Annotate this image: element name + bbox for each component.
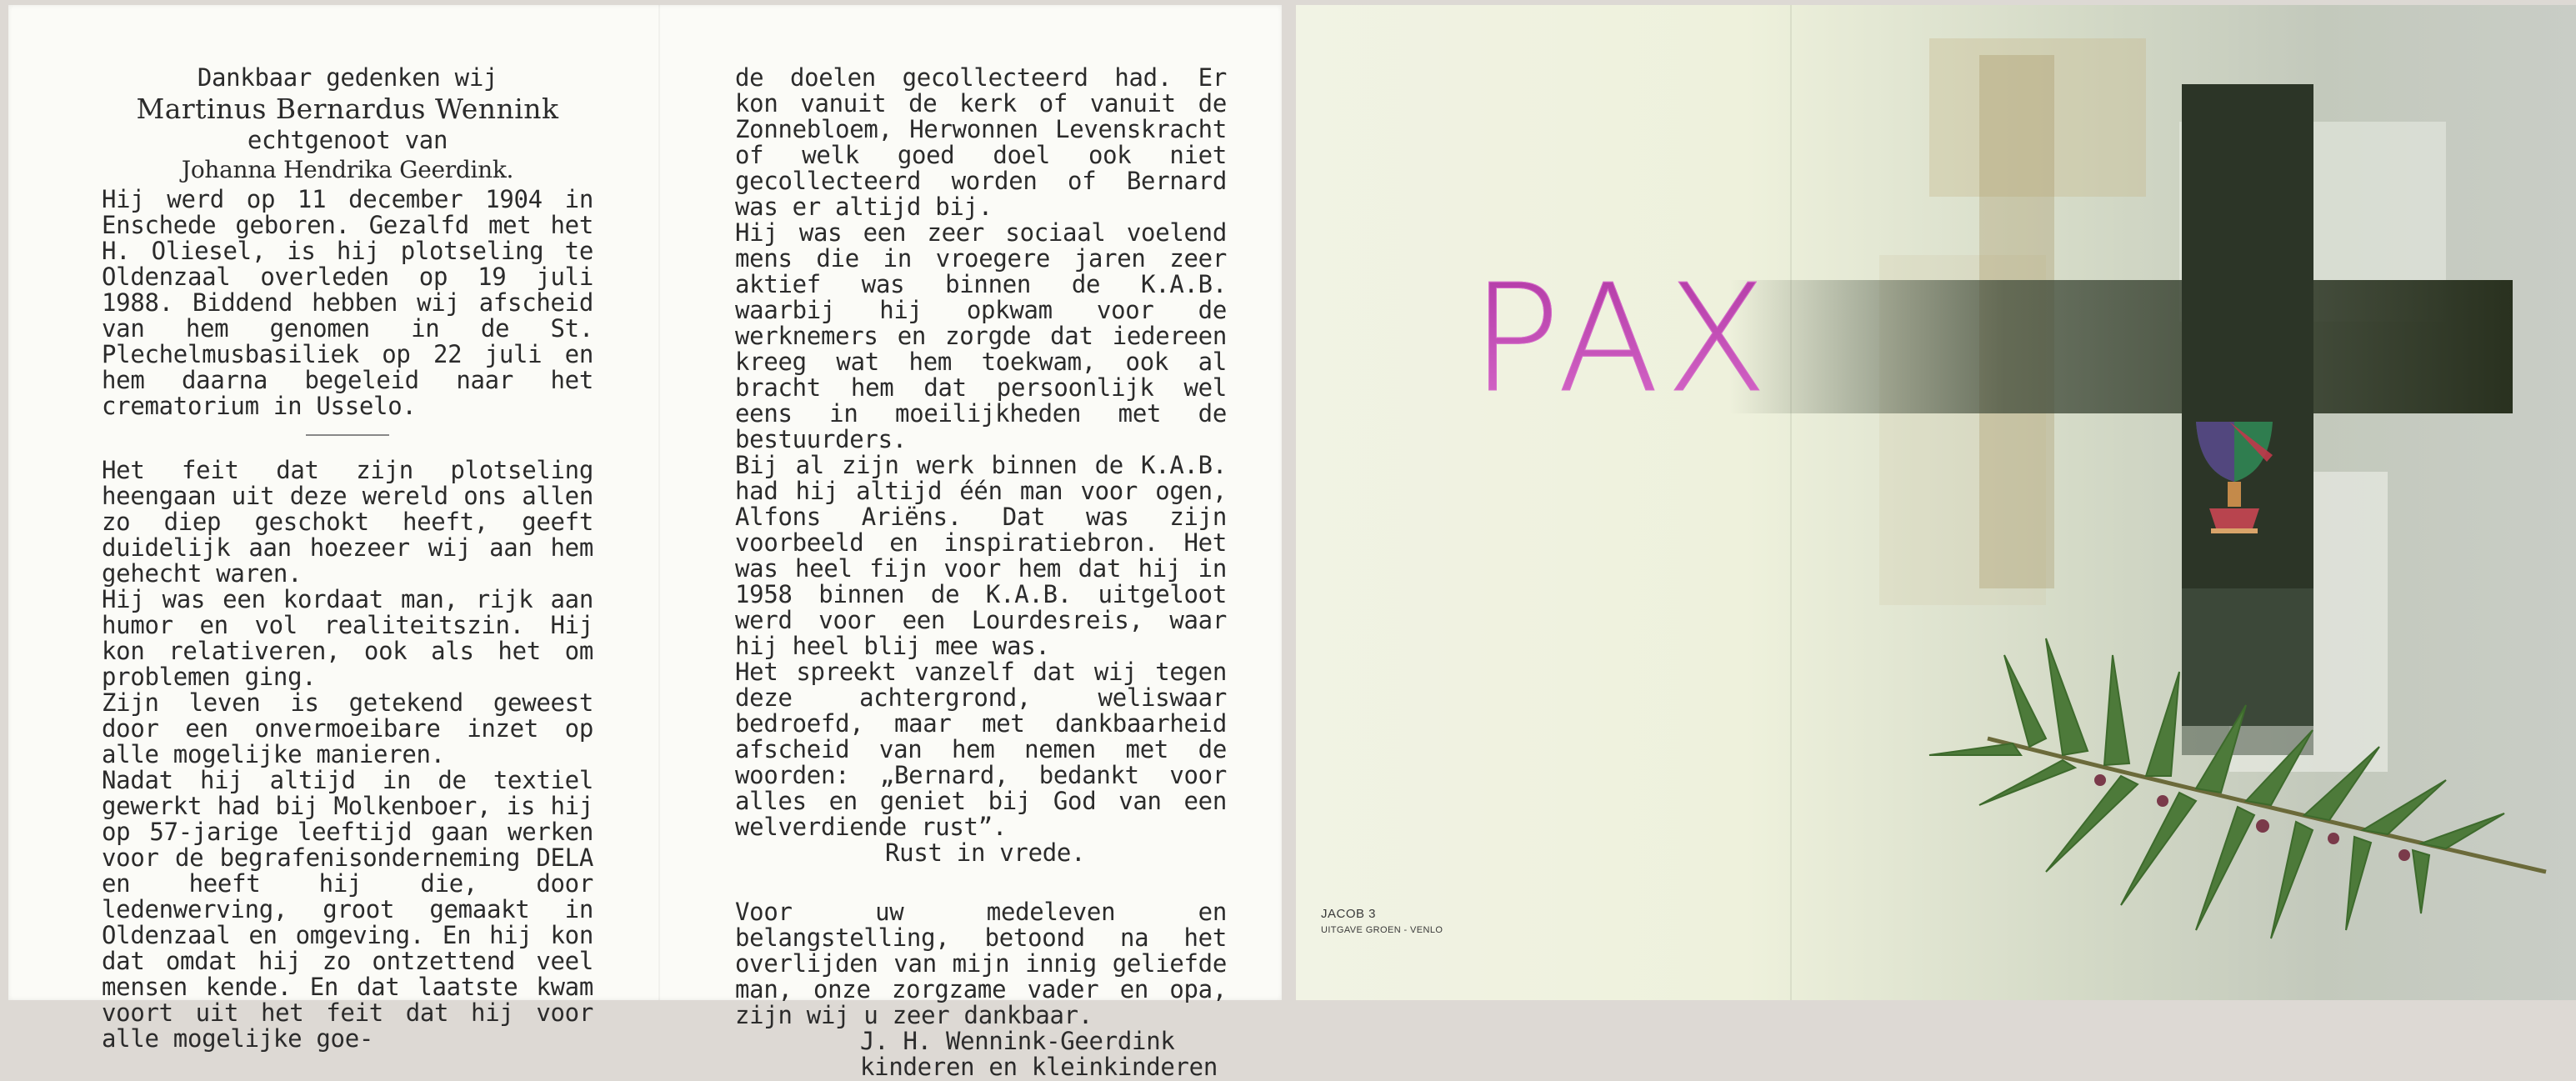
spacer (735, 866, 1227, 899)
text-paragraph: Zijn leven is getekend geweest door een onvermoeibare inzet op alle mogelijke manieren. (102, 688, 593, 768)
text-paragraph: Bij al zijn werk binnen de K.A.B. had hij altijd één man voor ogen, Alfons Ariëns. Dat was zijn voorbeeld en inspiratiebron. Het was heel fijn voor hem dat hij in 1958 binnen de K.A.B. uitgeloot werd voor een Lourdesreis, waar hij heel blij mee was. (735, 451, 1227, 660)
text-paragraph: Hij was een zeer sociaal voelend mens die in vroegere jaren zeer aktief was binnen de K.A.B. waarbij hij opkwam voor de werknemers en zorgde dat iedereen kreeg wat hem toekwam, ook al bracht hem dat persoonlijk wel eens in moeilijkheden met de bestuurders. (735, 218, 1227, 453)
text-paragraph: Hij was een kordaat man, rijk aan humor en vol realiteitszin. Hij kon relativeren, ook als het om problemen ging. (102, 585, 593, 691)
memorial-text-column-1 (102, 65, 593, 1052)
biography-paragraph: Hij werd op 11 december 1904 in Enschede geboren. Gezalfd met het H. Oliesel, is hij plotseling te Oldenzaal overleden op 19 juli 1988. Biddend hebben wij afscheid van hem genomen in de St. Plechelmusbasiliek op 22 juli en hem daarna begeleid naar het crematorium in Usselo. (102, 185, 593, 420)
text-paragraph: de doelen gecollecteerd had. Er kon vanuit de kerk of vanuit de Zonnebloem, Herwonnen Levenskracht of welk goed doel ook niet gecollecteerd worden of Bernard was er altijd bij. (735, 63, 1227, 221)
spouse-of-line: echtgenoot van (247, 126, 448, 154)
memorial-text-column-2 (735, 65, 1227, 1080)
fold-line (1790, 5, 1792, 1000)
cover-artwork (1296, 5, 2576, 1000)
imprint-publisher: UITGAVE GROEN - VENLO (1321, 925, 1443, 935)
text-paragraph: Nadat hij altijd in de textiel gewerkt had bij Molkenboer, is hij op 57-jarige leeftijd gaan werken voor de begrafenisonderneming DELA en heeft hij die, door ledenwerving, groot gemaakt in Oldenzaal en omgeving. En hij kon dat omdat hij zo ontzettend veel mensen kende. En dat laatste kwam voort uit het feit dat hij voor alle mogelijke goe- (102, 766, 593, 1053)
text-paragraph: Het spreekt vanzelf dat wij tegen deze achtergrond, weliswaar bedroefd, maar met dankbaarheid afscheid van hem nemen met de woorden: „Bernard, bedankt voor alles en geniet bij God van een welverdiende rust”. (735, 658, 1227, 841)
divider (306, 434, 389, 436)
card-front-cover (1296, 5, 2576, 1000)
cross-horizontal-beam (1729, 280, 2513, 413)
spouse-name: Johanna Hendrika Geerdink. (181, 156, 514, 183)
pax-title: PAX (1471, 253, 1774, 425)
card-inner-spread (8, 5, 1282, 1081)
text-paragraph: Het feit dat zijn plotseling heengaan uit deze wereld ons allen zo diep geschokt heeft, geeft duidelijk aan hoezeer wij aan hem gehecht waren. (102, 456, 593, 588)
closing-line: Rust in vrede. (885, 838, 1086, 867)
center-fold (658, 5, 660, 1000)
intro-line: Dankbaar gedenken wij (197, 63, 498, 92)
imprint-series: JACOB 3 (1321, 907, 1377, 921)
signature-family: kinderen en kleinkinderen (860, 1053, 1218, 1081)
thanks-paragraph: Voor uw medeleven en belangstelling, betoond na het overlijden van mijn innig geliefde man, onze zorgzame vader en opa, zijn wij u zeer dankbaar. (735, 898, 1227, 1029)
deceased-name: Martinus Bernardus Wennink (136, 93, 559, 125)
signature-name: J. H. Wennink-Geerdink (860, 1027, 1175, 1055)
publisher-imprint (1321, 907, 1443, 935)
